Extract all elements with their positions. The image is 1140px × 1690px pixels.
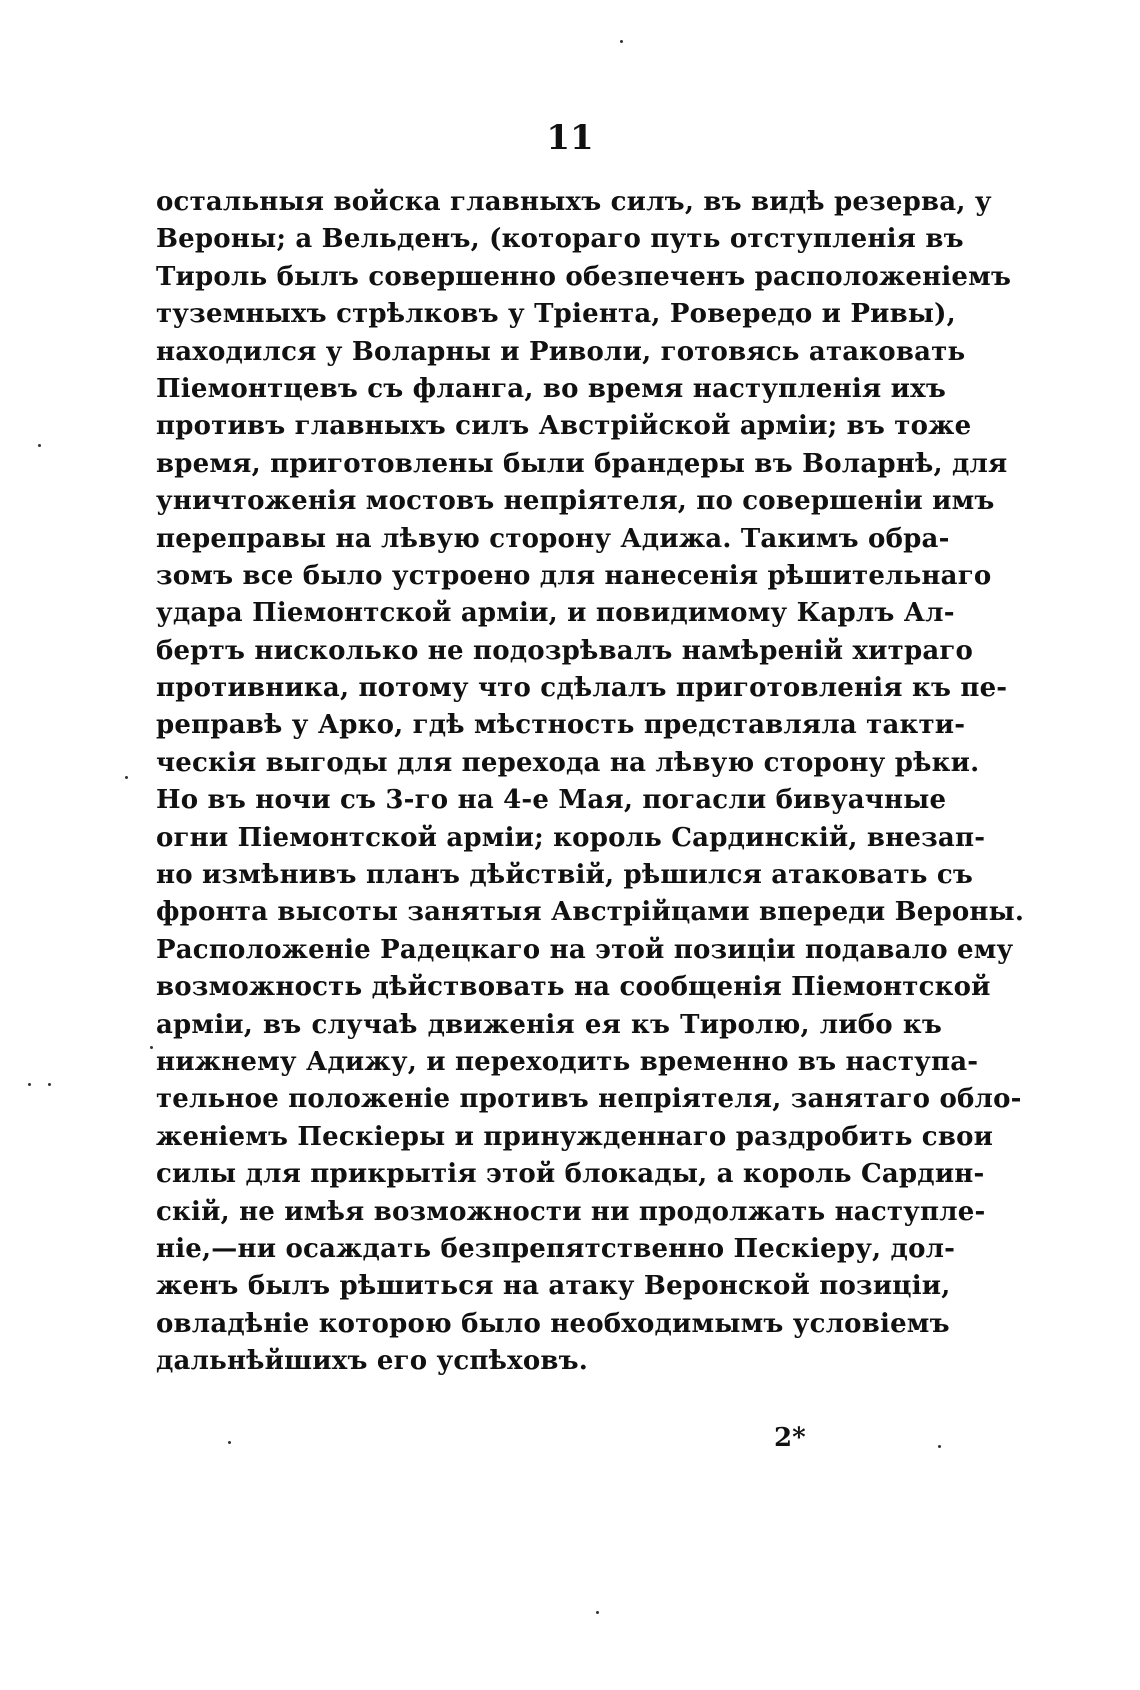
text-line: женіемъ Пескіеры и принужденнаго раздробить свои (156, 1121, 994, 1152)
text-line: овладѣніе которою было необходимымъ условіемъ (156, 1308, 950, 1339)
text-line: нижнему Адижу, и переходить временно въ наступа- (156, 1046, 979, 1077)
text-line: возможность дѣйствовать на сообщенія Піемонтской (156, 972, 991, 1003)
text-line: ніе,—ни осаждать безпрепятственно Пескіеру, дол- (156, 1233, 956, 1264)
paper-speck (596, 1611, 599, 1614)
paper-speck (38, 444, 41, 447)
paper-speck (620, 40, 623, 43)
text-line: фронта высоты занятыя Австрійцами впереди Вероны. (156, 897, 1025, 928)
text-line: огни Піемонтской арміи; король Сардинскій, внезап- (156, 822, 986, 853)
text-line: женъ былъ рѣшиться на атаку Веронской позиціи, (156, 1271, 951, 1302)
paper-speck (48, 1083, 51, 1086)
text-line: бертъ нисколько не подозрѣвалъ намѣреній хитраго (156, 635, 974, 666)
text-line: Піемонтцевъ съ фланга, во время наступленія ихъ (156, 373, 946, 404)
text-line: туземныхъ стрѣлковъ у Тріента, Ровередо и Ривы), (156, 299, 956, 330)
text-line: арміи, въ случаѣ движенія ея къ Тиролю, либо къ (156, 1009, 942, 1040)
text-line: зомъ все было устроено для нанесенія рѣшительнаго (156, 560, 992, 591)
paper-speck (150, 1046, 153, 1049)
body-text (156, 184, 1025, 1381)
text-line: Но въ ночи съ 3-го на 4-е Мая, погасли бивуачные (156, 785, 947, 816)
paper-speck (28, 1083, 31, 1086)
text-line: уничтоженія мостовъ непріятеля, по совершеніи имъ (156, 486, 995, 517)
text-line: ческія выгоды для перехода на лѣвую сторону рѣки. (156, 747, 980, 778)
text-line: противника, потому что сдѣлалъ приготовленія къ пе- (156, 673, 1008, 704)
text-line: скій, не имѣя возможности ни продолжать наступле- (156, 1196, 986, 1227)
paper-speck (938, 1445, 941, 1448)
text-line: реправѣ у Арко, гдѣ мѣстность представляла такти- (156, 710, 966, 741)
text-line: Тироль былъ совершенно обезпеченъ расположеніемъ (156, 261, 1012, 292)
text-line: удара Піемонтской арміи, и повидимому Карлъ Ал- (156, 598, 955, 629)
text-line: противъ главныхъ силъ Австрійской арміи; въ тоже (156, 411, 972, 442)
paper-speck (228, 1441, 231, 1444)
text-line: время, приготовлены были брандеры въ Воларнѣ, для (156, 448, 1008, 479)
text-line: тельное положеніе противъ непріятеля, занятаго обло- (156, 1084, 1022, 1115)
text-line: Вероны; а Вельденъ, (котораго путь отступленія въ (156, 224, 964, 255)
text-line: силы для прикрытія этой блокады, а король Сардин- (156, 1159, 985, 1190)
text-line: остальныя войска главныхъ силъ, въ видѣ резерва, у (156, 187, 992, 217)
page-number: 11 (546, 118, 594, 158)
paper-speck (125, 776, 128, 779)
signature-mark: 2* (774, 1423, 806, 1453)
text-line: переправы на лѣвую сторону Адижа. Такимъ обра- (156, 523, 950, 554)
text-line: Расположеніе Радецкаго на этой позиціи подавало ему (156, 934, 1014, 965)
text-line: но измѣнивъ планъ дѣйствій, рѣшился атаковать съ (156, 860, 974, 891)
text-line: находился у Воларны и Риволи, готовясь атаковать (156, 336, 966, 367)
text-line: дальнѣйшихъ его успѣховъ. (156, 1346, 589, 1377)
